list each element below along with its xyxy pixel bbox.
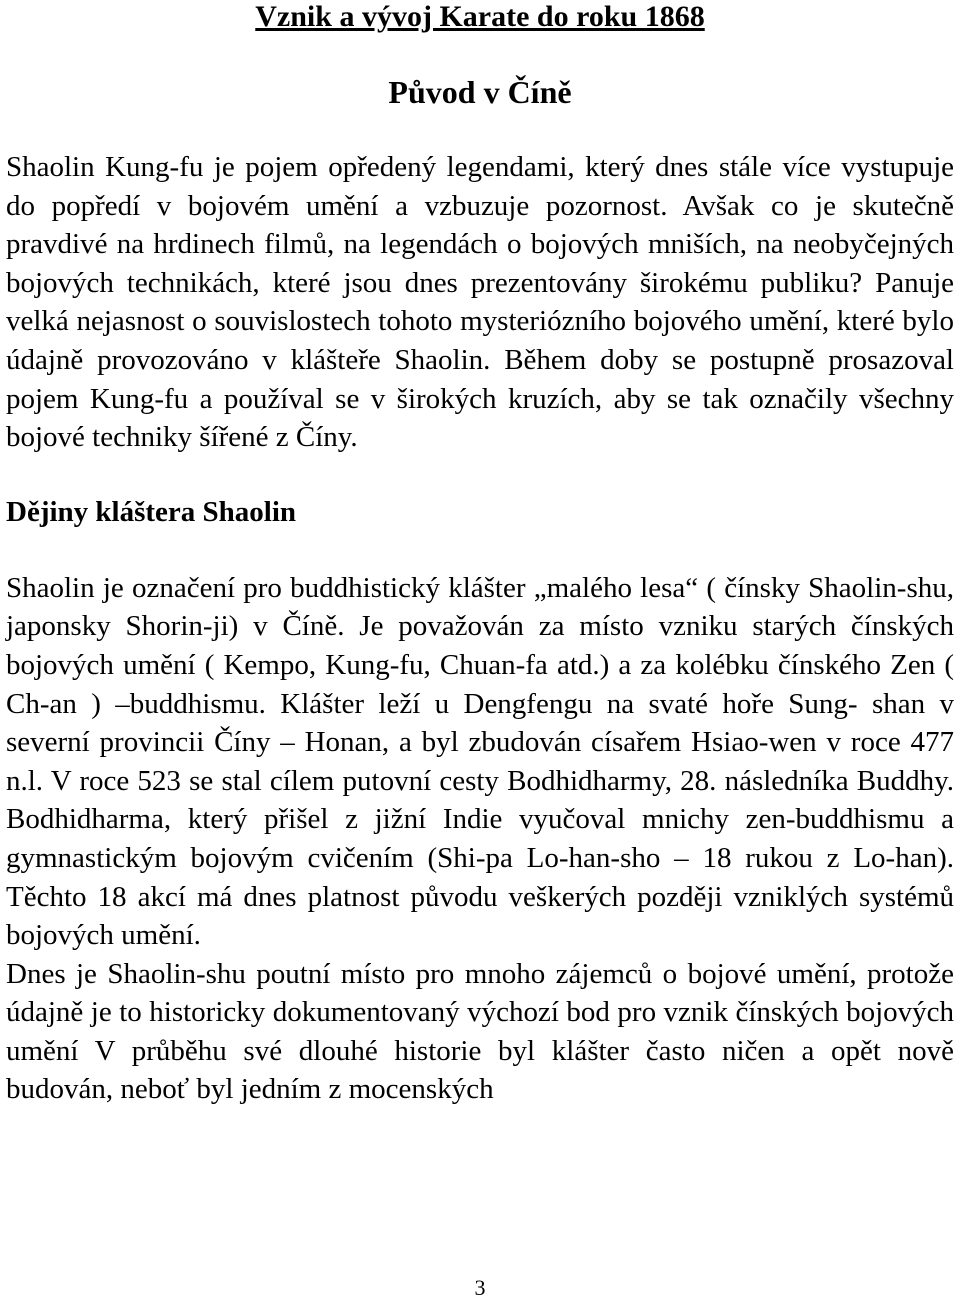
document-title: Vznik a vývoj Karate do roku 1868 [255, 0, 705, 33]
document-page [6, 0, 954, 1109]
subheading-history: Dějiny kláštera Shaolin [6, 495, 297, 528]
page-number: 3 [474, 1275, 486, 1300]
paragraph-intro: Shaolin Kung-fu je pojem opředený legendami, který dnes stále více vystupuje do popředí v bojovém umění a vzbuzuje pozornost. Avšak co je skutečně pravdivé na hrdinech filmů, na legendách o bojových mniších, na neobyčejných bojových technikách, které jsou dnes prezentovány širokému publiku? Panuje velká nejasnost o souvislostech tohoto mysteriózního bojového umění, které bylo údajně provozováno v klášteře Shaolin. Během doby se postupně prosazoval pojem Kung-fu a používal se v širokých kruzích, aby se tak označily všechny bojové techniky šířené z Číny. [6, 151, 954, 454]
paragraph-history: Shaolin je označení pro buddhistický klášter „malého lesa“ ( čínsky Shaolin-shu, japonsky Shorin-ji) v Číně. Je považován za místo vzniku starých čínských bojových umění ( Kempo, Kung-fu, Chuan-fa atd.) a za kolébku čínského Zen ( Ch-an ) –buddhismu. Klášter leží u Dengfengu na svaté hoře Sung- shan v severní provincii Číny – Honan, a byl zbudován císařem Hsiao-wen v roce 477 n.l. V roce 523 se stal cílem putovní cesty Bodhidharmy, 28. následníka Buddhy. Bodhidharma, který přišel z jižní Indie vyučoval mnichy zen-buddhismu a gymnastickým bojovým cvičením (Shi-pa Lo-han-sho – 18 rukou z Lo-han). Těchto 18 akcí má dnes platnost původu veškerých později vzniklých systémů bojových umění. [6, 571, 954, 952]
paragraph-today: Dnes je Shaolin-shu poutní místo pro mnoho zájemců o bojové umění, protože údajně je to historicky dokumentovaný výchozí bod pro vznik čínských bojových umění V průběhu své dlouhé historie byl klášter často ničen a opět nově budován, neboť byl jedním z mocenských [6, 957, 954, 1106]
section-title: Původ v Číně [388, 74, 572, 110]
